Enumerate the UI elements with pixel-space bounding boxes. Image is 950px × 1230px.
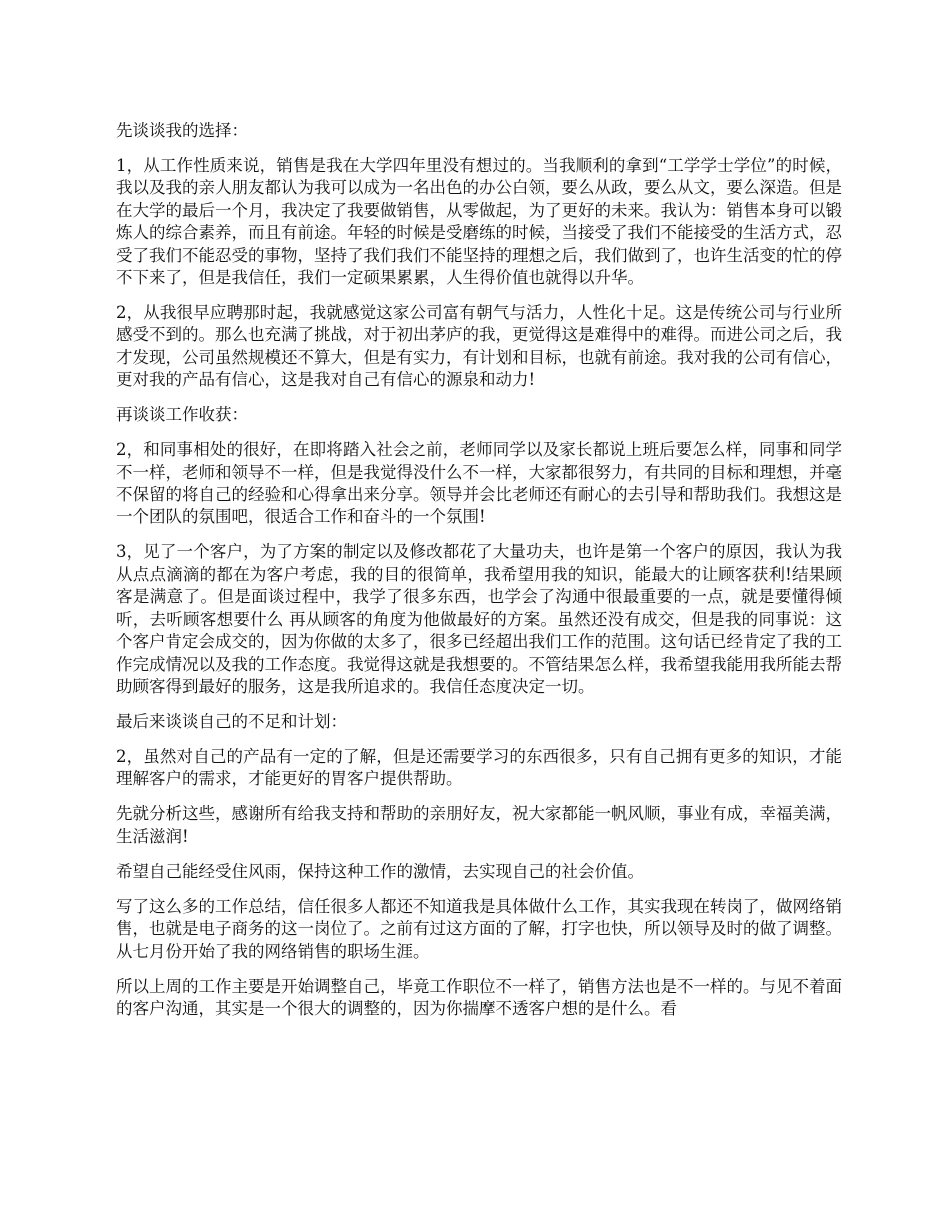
section-heading-choice: 先谈谈我的选择： bbox=[116, 121, 248, 140]
paragraph-last-week: 所以上周的工作主要是开始调整自己，毕竟工作职位不一样了，销售方法也是不一样的。与见不着面的客户沟通，其实是一个很大的调整的，因为你揣摩不透客户想的是什么。看 bbox=[116, 976, 842, 1018]
paragraph-new-role: 写了这么多的工作总结，信任很多人都还不知道我是具体做什么工作，其实我现在转岗了，做网络销售，也就是电子商务的这一岗位了。之前有过这方面的了解，打字也快，所以领导及时的做了调整。从七月份开始了我的网络销售的职场生涯。 bbox=[116, 896, 842, 961]
paragraph-choice-2: 2，从我很早应聘那时起，我就感觉这家公司富有朝气与活力，人性化十足。这是传统公司与行业所感受不到的。那么也充满了挑战，对于初出茅庐的我，更觉得这是难得中的难得。而进公司之后，我才发现，公司虽然规模还不算大，但是有实力，有计划和目标，也就有前途。我对我的公司有信心，更对我的产品有信心，这是我对自己有信心的源泉和动力! bbox=[116, 303, 842, 390]
paragraph-gains-2: 2，和同事相处的很好，在即将踏入社会之前，老师同学以及家长都说上班后要怎么样，同事和同学不一样，老师和领导不一样，但是我觉得没什么不一样，大家都很努力，有共同的目标和理想，并毫不保留的将自己的经验和心得拿出来分享。领导并会比老师还有耐心的去引导和帮助我们。我想这是一个团队的氛围吧，很适合工作和奋斗的一个氛围! bbox=[116, 440, 842, 527]
paragraph-choice-1: 1，从工作性质来说，销售是我在大学四年里没有想过的。当我顺利的拿到“工学学士学位”的时候，我以及我的亲人朋友都认为我可以成为一名出色的办公白领，要么从政，要么从文，要么深造。但是在大学的最后一个月，我决定了我要做销售，从零做起，为了更好的未来。我认为：销售本身可以锻炼人的综合素养，而且有前途。年轻的时候是受磨练的时候，当接受了我们不能接受的生活方式，忍受了我们不能忍受的事物，坚持了我们我们不能坚持的理想之后，我们做到了，也许生活变的忙的停不下来了，但是我信任，我们一定硕果累累，人生得价值也就得以升华。 bbox=[116, 156, 842, 288]
section-heading-gains: 再谈谈工作收获： bbox=[116, 405, 248, 425]
section-heading-plans: 最后来谈谈自己的不足和计划： bbox=[116, 711, 347, 731]
paragraph-gains-3: 3，见了一个客户，为了方案的制定以及修改都花了大量功夫，也许是第一个客户的原因，我认为我从点点滴滴的都在为客户考虑，我的目的很简单，我希望用我的知识，能最大的让顾客获利!结果顾客是满意了。但是面谈过程中，我学了很多东西，也学会了沟通中很最重要的一点，就是要懂得倾听，去听顾客想要什么 再从顾客的角度为他做最好的方案。虽然还没有成交，但是我的同事说：这个客户肯定会成交的，因为你做的太多了，很多已经超出我们工作的范围。这句话已经肯定了我的工作完成情况以及我的工作态度。我觉得这就是我想要的。不管结果怎么样，我希望我能用我所能去帮助顾客得到最好的服务，这是我所追求的。我信任态度决定一切。 bbox=[116, 542, 842, 696]
paragraph-thanks: 先就分析这些，感谢所有给我支持和帮助的亲朋好友，祝大家都能一帆风顺，事业有成，幸福美满，生活滋润! bbox=[116, 804, 842, 846]
document-page bbox=[116, 120, 842, 1033]
paragraph-hope: 希望自己能经受住风雨，保持这种工作的激情，去实现自己的社会价值。 bbox=[116, 861, 644, 881]
paragraph-plans-2: 2，虽然对自己的产品有一定的了解，但是还需要学习的东西很多，只有自己拥有更多的知识，才能理解客户的需求，才能更好的胃客户提供帮助。 bbox=[116, 746, 842, 789]
